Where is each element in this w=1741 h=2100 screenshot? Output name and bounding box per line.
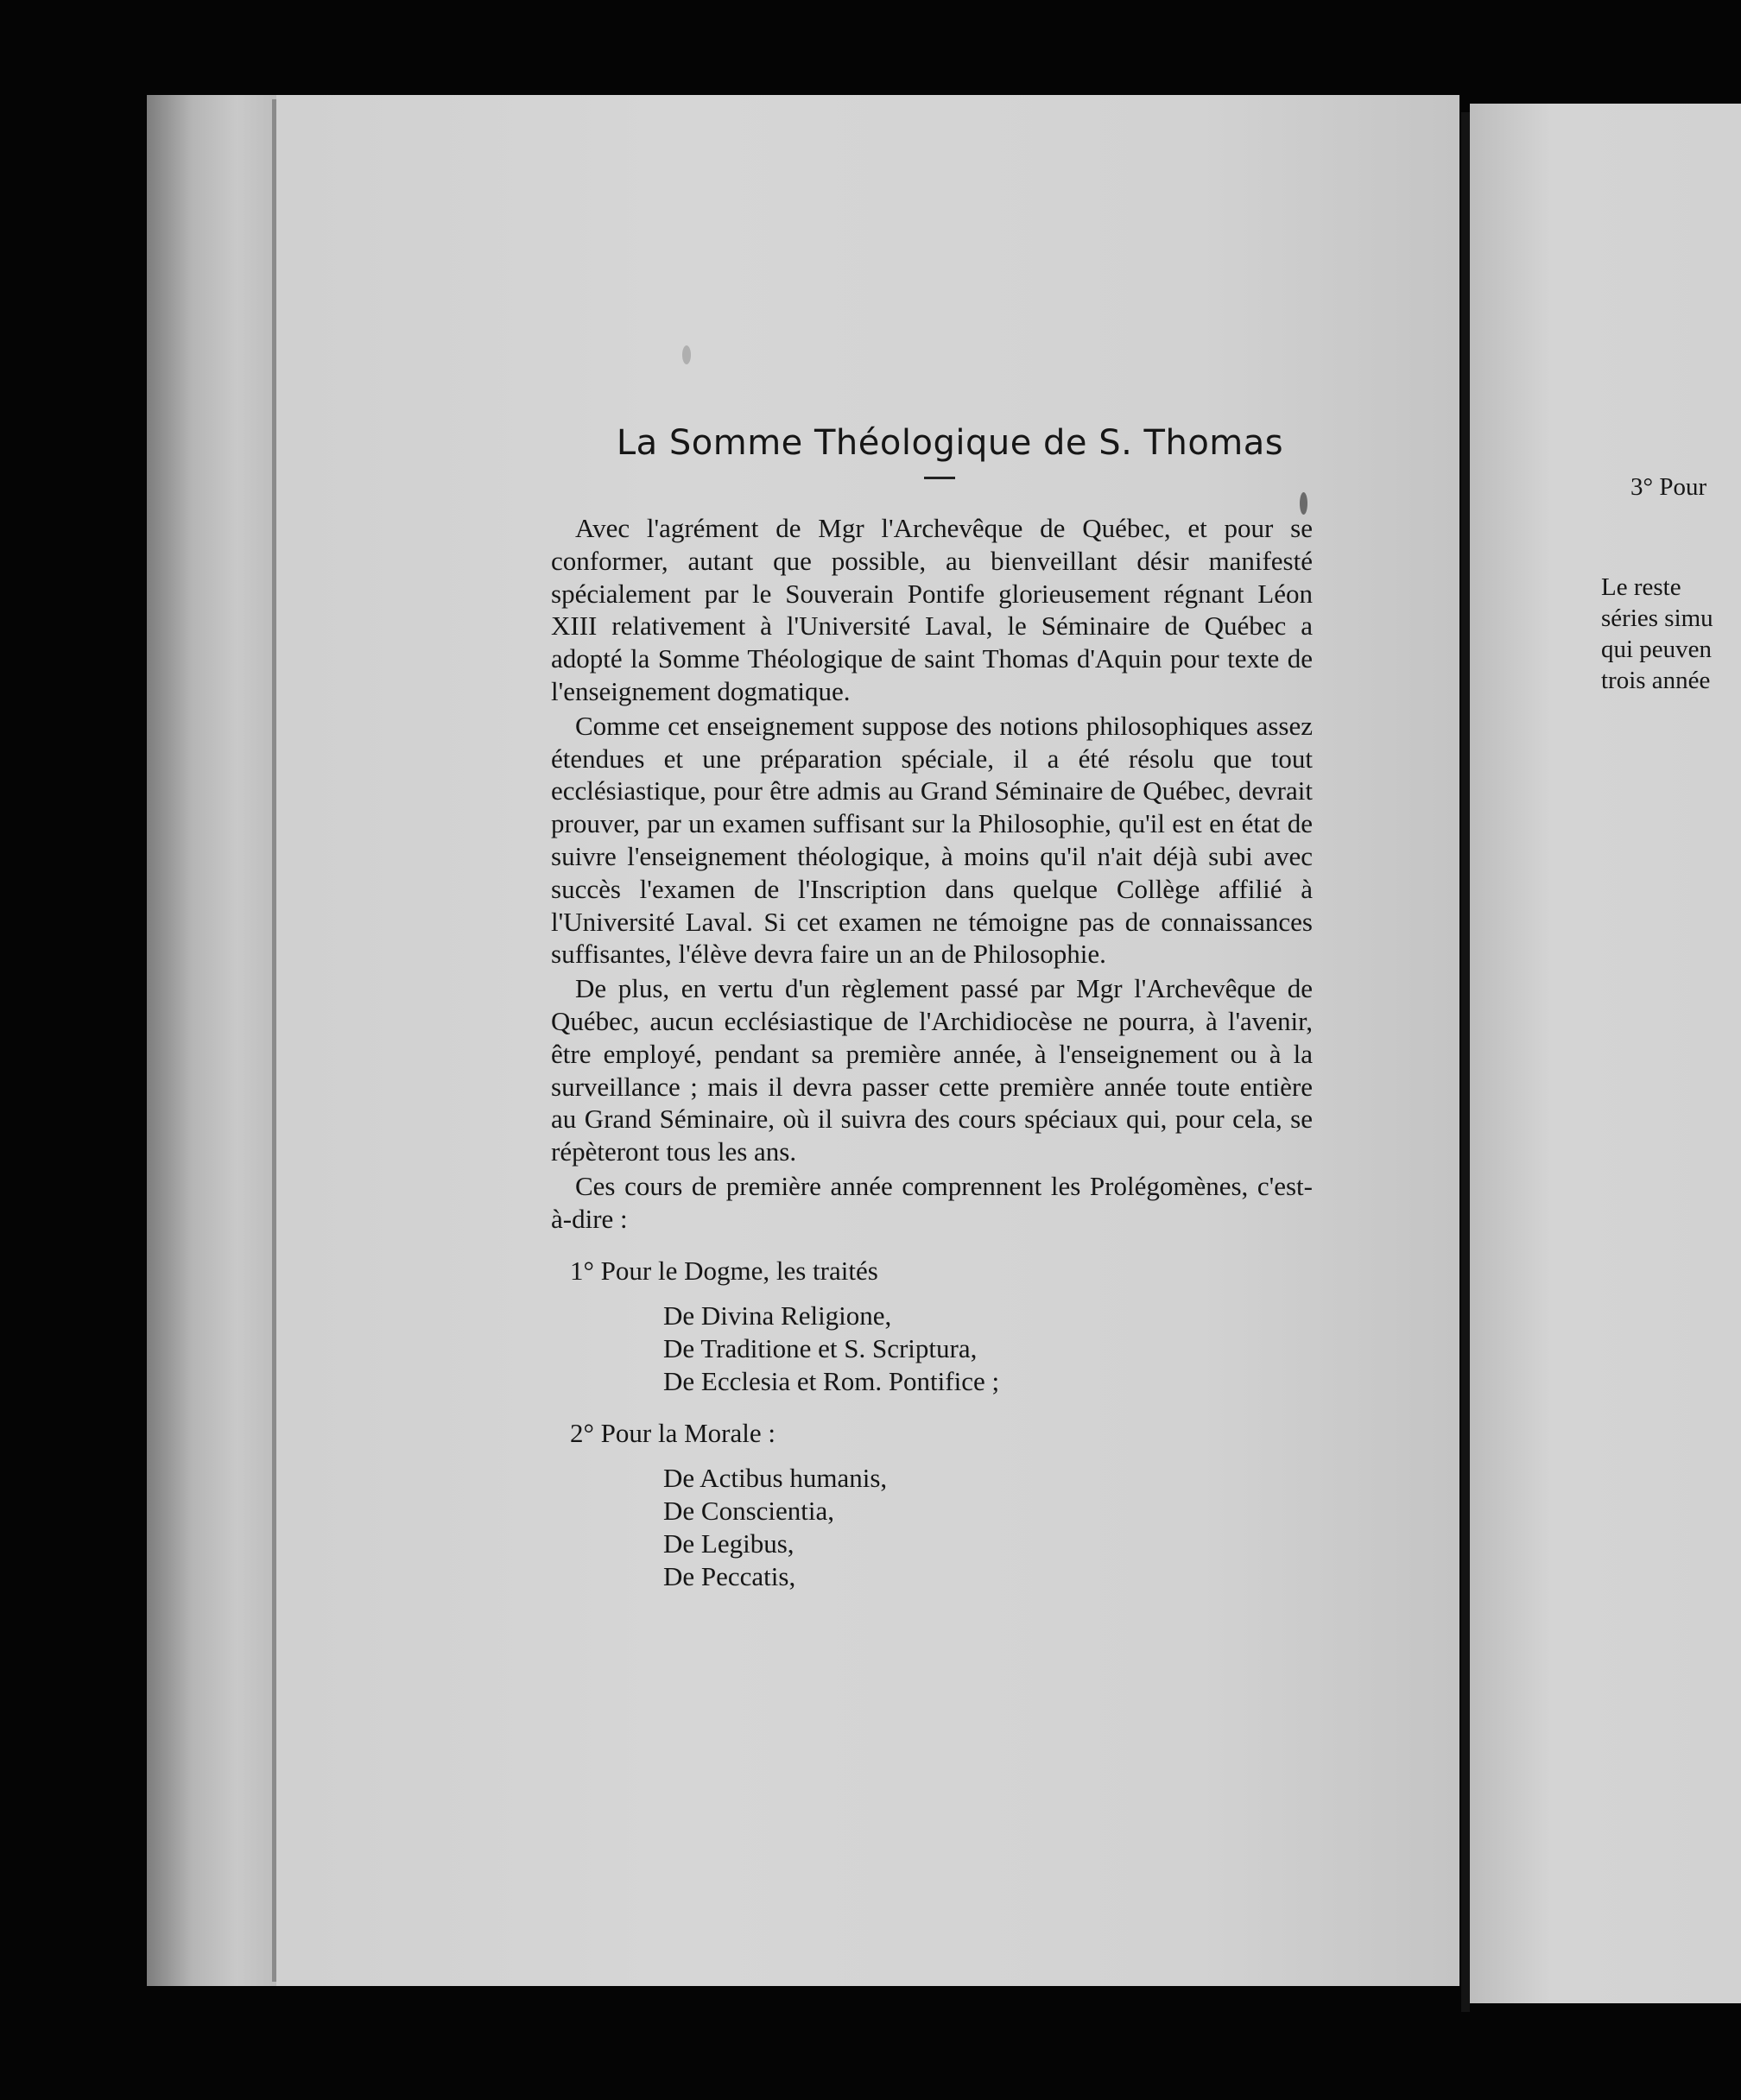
paragraph: Comme cet enseignement suppose des notions philosophiques assez étendues et une préparation spéciale, il a été résolu que tout ecclésiastique, pour être admis au Grand Séminaire de Québec, devrait prouver, par un examen suffisant sur la Philosophie, qu'il est en état de suivre l'enseignement théologique, à moins qu'il n'ait déjà subi avec succès l'examen de l'Inscription dans quelque Collège affilié à l'Université Laval. Si cet examen ne témoigne pas de connaissances suffisantes, l'élève devra faire un an de Philosophie. xyxy=(551,710,1313,970)
article xyxy=(551,423,1313,1593)
dogme-list xyxy=(663,1300,1313,1398)
list-item: De Ecclesia et Rom. Pontifice ; xyxy=(663,1365,1000,1396)
morale-list xyxy=(663,1462,1313,1593)
page-gutter xyxy=(1461,112,1470,2012)
paragraph: Avec l'agrément de Mgr l'Archevêque de Québec, et pour se conformer, autant que possible, au bienveillant désir manifesté spécialement par le Souverain Pontife glorieusement régnant Léon XIII relativement à l'Université Laval, le Séminaire de Québec a adopté la Somme Théologique de saint Thomas d'Aquin pour texte de l'enseignement dogmatique. xyxy=(551,513,1313,706)
paragraph: De plus, en vertu d'un règlement passé par Mgr l'Archevêque de Québec, aucun ecclésiastique de l'Archidiocèse ne pourra, à l'avenir, être employé, pendant sa première année, à l'enseignement ou à la surveillance ; mais il devra passer cette première année toute entière au Grand Séminaire, où il suivra des cours spéciaux qui, pour cela, se répèteront tous les ans. xyxy=(551,973,1313,1167)
title-rule xyxy=(924,477,955,479)
list-item: De Divina Religione, xyxy=(663,1300,892,1331)
list-item: De Peccatis, xyxy=(663,1560,796,1591)
article-title: La Somme Théologique de S. Thomas xyxy=(616,423,1284,463)
right-page-line: séries simu xyxy=(1601,604,1713,632)
list-item: De Legibus, xyxy=(663,1528,795,1559)
list-item: De Actibus humanis, xyxy=(663,1462,888,1493)
paragraph: Ces cours de première année comprennent les Prolégomènes, c'est-à-dire : xyxy=(551,1170,1313,1234)
dogme-heading: 1° Pour le Dogme, les traités xyxy=(570,1255,878,1286)
list-item: De Conscientia, xyxy=(663,1495,835,1526)
binding-edge xyxy=(272,99,276,1982)
right-page-line: trois année xyxy=(1601,667,1711,694)
ink-mark xyxy=(682,345,691,364)
right-page-line: qui peuven xyxy=(1601,636,1713,663)
binding-margin xyxy=(147,95,276,1986)
right-page-line: 3° Pour xyxy=(1630,473,1707,501)
right-page xyxy=(1470,104,1741,2003)
right-page-line: Le reste xyxy=(1601,573,1681,601)
list-item: De Traditione et S. Scriptura, xyxy=(663,1332,978,1363)
morale-heading: 2° Pour la Morale : xyxy=(570,1417,776,1448)
